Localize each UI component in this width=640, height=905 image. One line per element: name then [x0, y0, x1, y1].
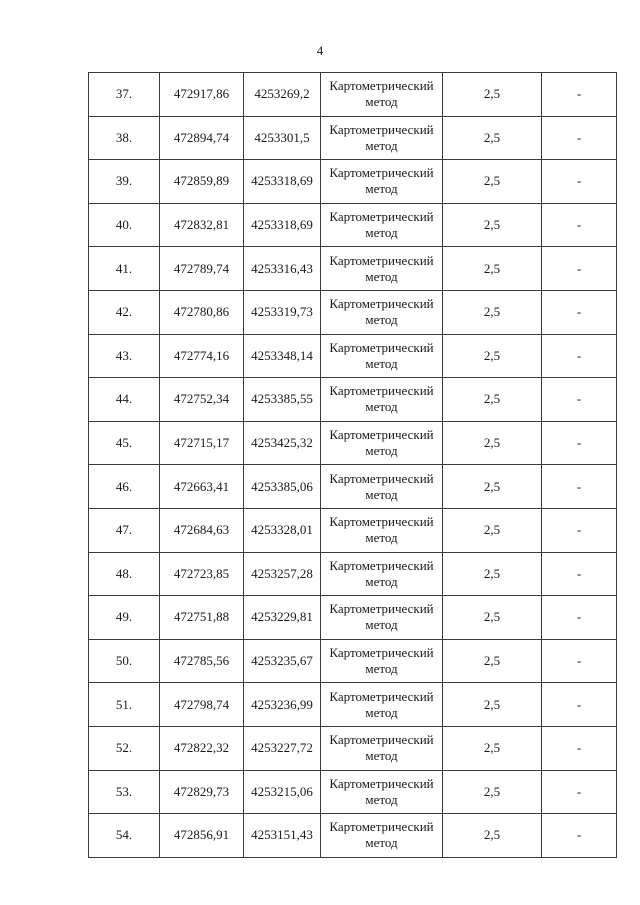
method-text-line1: Картометрический — [329, 383, 434, 399]
y-coordinate-cell: 4253301,5 — [244, 116, 321, 160]
accuracy-cell: 2,5 — [443, 378, 542, 422]
y-coordinate-cell: 4253348,14 — [244, 334, 321, 378]
x-coordinate-cell: 472894,74 — [160, 116, 244, 160]
y-coordinate-cell: 4253328,01 — [244, 508, 321, 552]
accuracy-cell: 2,5 — [443, 290, 542, 334]
point-number-cell: 44. — [89, 378, 160, 422]
y-coordinate-cell: 4253318,69 — [244, 203, 321, 247]
point-number-cell: 49. — [89, 596, 160, 640]
accuracy-cell: 2,5 — [443, 73, 542, 117]
accuracy-cell: 2,5 — [443, 160, 542, 204]
method-text-line2: метод — [365, 268, 398, 284]
table-row — [89, 726, 617, 770]
note-cell: - — [542, 770, 617, 814]
table-row — [89, 334, 617, 378]
x-coordinate-cell: 472917,86 — [160, 73, 244, 117]
method-text-line2: метод — [365, 573, 398, 589]
table-row — [89, 639, 617, 683]
method-text-line1: Картометрический — [329, 645, 434, 661]
method-cell — [321, 334, 443, 378]
note-cell: - — [542, 116, 617, 160]
point-number-cell: 37. — [89, 73, 160, 117]
method-cell — [321, 596, 443, 640]
note-cell: - — [542, 378, 617, 422]
accuracy-cell: 2,5 — [443, 639, 542, 683]
x-coordinate-cell: 472798,74 — [160, 683, 244, 727]
point-number-cell: 54. — [89, 814, 160, 858]
note-cell: - — [542, 290, 617, 334]
accuracy-cell: 2,5 — [443, 770, 542, 814]
method-text-line1: Картометрический — [329, 165, 434, 181]
x-coordinate-cell: 472663,41 — [160, 465, 244, 509]
method-text-line2: метод — [365, 791, 398, 807]
point-number-cell: 39. — [89, 160, 160, 204]
point-number-cell: 46. — [89, 465, 160, 509]
note-cell: - — [542, 465, 617, 509]
accuracy-cell: 2,5 — [443, 814, 542, 858]
point-number-cell: 47. — [89, 508, 160, 552]
method-cell — [321, 378, 443, 422]
method-cell — [321, 73, 443, 117]
y-coordinate-cell: 4253318,69 — [244, 160, 321, 204]
note-cell: - — [542, 726, 617, 770]
note-cell: - — [542, 508, 617, 552]
x-coordinate-cell: 472829,73 — [160, 770, 244, 814]
x-coordinate-cell: 472723,85 — [160, 552, 244, 596]
method-text-line2: метод — [365, 312, 398, 328]
method-text-line1: Картометрический — [329, 78, 434, 94]
method-text-line1: Картометрический — [329, 296, 434, 312]
note-cell: - — [542, 73, 617, 117]
x-coordinate-cell: 472780,86 — [160, 290, 244, 334]
point-number-cell: 41. — [89, 247, 160, 291]
accuracy-cell: 2,5 — [443, 683, 542, 727]
y-coordinate-cell: 4253316,43 — [244, 247, 321, 291]
table-row — [89, 73, 617, 117]
accuracy-cell: 2,5 — [443, 116, 542, 160]
method-cell — [321, 465, 443, 509]
table-row — [89, 247, 617, 291]
coordinates-table-body — [89, 73, 617, 858]
method-text-line2: метод — [365, 137, 398, 153]
x-coordinate-cell: 472774,16 — [160, 334, 244, 378]
point-number-cell: 42. — [89, 290, 160, 334]
note-cell: - — [542, 814, 617, 858]
point-number-cell: 38. — [89, 116, 160, 160]
y-coordinate-cell: 4253319,73 — [244, 290, 321, 334]
method-text-line1: Картометрический — [329, 470, 434, 486]
table-row — [89, 596, 617, 640]
method-text-line2: метод — [365, 530, 398, 546]
point-number-cell: 40. — [89, 203, 160, 247]
accuracy-cell: 2,5 — [443, 508, 542, 552]
table-row — [89, 683, 617, 727]
point-number-cell: 53. — [89, 770, 160, 814]
y-coordinate-cell: 4253151,43 — [244, 814, 321, 858]
point-number-cell: 45. — [89, 421, 160, 465]
table-row — [89, 290, 617, 334]
table-row — [89, 508, 617, 552]
table-row — [89, 421, 617, 465]
y-coordinate-cell: 4253385,55 — [244, 378, 321, 422]
table-row — [89, 203, 617, 247]
point-number-cell: 51. — [89, 683, 160, 727]
method-text-line2: метод — [365, 181, 398, 197]
method-text-line2: метод — [365, 835, 398, 851]
x-coordinate-cell: 472822,32 — [160, 726, 244, 770]
accuracy-cell: 2,5 — [443, 334, 542, 378]
note-cell: - — [542, 160, 617, 204]
x-coordinate-cell: 472856,91 — [160, 814, 244, 858]
method-cell — [321, 203, 443, 247]
method-text-line2: метод — [365, 355, 398, 371]
method-text-line1: Картометрический — [329, 339, 434, 355]
method-cell — [321, 639, 443, 683]
method-text-line2: метод — [365, 443, 398, 459]
method-cell — [321, 770, 443, 814]
note-cell: - — [542, 596, 617, 640]
point-number-cell: 52. — [89, 726, 160, 770]
method-text-line2: метод — [365, 661, 398, 677]
y-coordinate-cell: 4253269,2 — [244, 73, 321, 117]
x-coordinate-cell: 472789,74 — [160, 247, 244, 291]
note-cell: - — [542, 421, 617, 465]
table-row — [89, 160, 617, 204]
method-text-line2: метод — [365, 617, 398, 633]
accuracy-cell: 2,5 — [443, 421, 542, 465]
method-text-line1: Картометрический — [329, 121, 434, 137]
x-coordinate-cell: 472684,63 — [160, 508, 244, 552]
x-coordinate-cell: 472752,34 — [160, 378, 244, 422]
coordinates-table — [88, 72, 617, 858]
note-cell: - — [542, 552, 617, 596]
y-coordinate-cell: 4253257,28 — [244, 552, 321, 596]
method-text-line1: Картометрический — [329, 732, 434, 748]
table-row — [89, 770, 617, 814]
note-cell: - — [542, 683, 617, 727]
method-cell — [321, 421, 443, 465]
method-cell — [321, 247, 443, 291]
x-coordinate-cell: 472859,89 — [160, 160, 244, 204]
method-text-line1: Картометрический — [329, 688, 434, 704]
method-cell — [321, 552, 443, 596]
point-number-cell: 48. — [89, 552, 160, 596]
point-number-cell: 43. — [89, 334, 160, 378]
method-cell — [321, 508, 443, 552]
method-text-line1: Картометрический — [329, 601, 434, 617]
y-coordinate-cell: 4253425,32 — [244, 421, 321, 465]
method-text-line1: Картометрический — [329, 514, 434, 530]
note-cell: - — [542, 247, 617, 291]
accuracy-cell: 2,5 — [443, 465, 542, 509]
note-cell: - — [542, 334, 617, 378]
method-text-line2: метод — [365, 704, 398, 720]
y-coordinate-cell: 4253236,99 — [244, 683, 321, 727]
method-text-line1: Картометрический — [329, 209, 434, 225]
method-cell — [321, 116, 443, 160]
accuracy-cell: 2,5 — [443, 247, 542, 291]
accuracy-cell: 2,5 — [443, 203, 542, 247]
x-coordinate-cell: 472785,56 — [160, 639, 244, 683]
table-row — [89, 465, 617, 509]
page-number: 4 — [316, 43, 324, 58]
point-number-cell: 50. — [89, 639, 160, 683]
accuracy-cell: 2,5 — [443, 596, 542, 640]
accuracy-cell: 2,5 — [443, 552, 542, 596]
method-text-line1: Картометрический — [329, 775, 434, 791]
y-coordinate-cell: 4253235,67 — [244, 639, 321, 683]
table-row — [89, 116, 617, 160]
x-coordinate-cell: 472832,81 — [160, 203, 244, 247]
method-text-line1: Картометрический — [329, 557, 434, 573]
x-coordinate-cell: 472715,17 — [160, 421, 244, 465]
method-cell — [321, 726, 443, 770]
y-coordinate-cell: 4253229,81 — [244, 596, 321, 640]
table-row — [89, 552, 617, 596]
method-cell — [321, 683, 443, 727]
y-coordinate-cell: 4253385,06 — [244, 465, 321, 509]
table-row — [89, 814, 617, 858]
x-coordinate-cell: 472751,88 — [160, 596, 244, 640]
table-row — [89, 378, 617, 422]
method-text-line1: Картометрический — [329, 819, 434, 835]
method-text-line2: метод — [365, 486, 398, 502]
method-text-line2: метод — [365, 94, 398, 110]
accuracy-cell: 2,5 — [443, 726, 542, 770]
method-text-line2: метод — [365, 399, 398, 415]
method-text-line2: метод — [365, 225, 398, 241]
method-text-line1: Картометрический — [329, 427, 434, 443]
method-text-line2: метод — [365, 748, 398, 764]
note-cell: - — [542, 639, 617, 683]
method-cell — [321, 290, 443, 334]
method-cell — [321, 814, 443, 858]
y-coordinate-cell: 4253215,06 — [244, 770, 321, 814]
y-coordinate-cell: 4253227,72 — [244, 726, 321, 770]
note-cell: - — [542, 203, 617, 247]
method-cell — [321, 160, 443, 204]
method-text-line1: Картометрический — [329, 252, 434, 268]
